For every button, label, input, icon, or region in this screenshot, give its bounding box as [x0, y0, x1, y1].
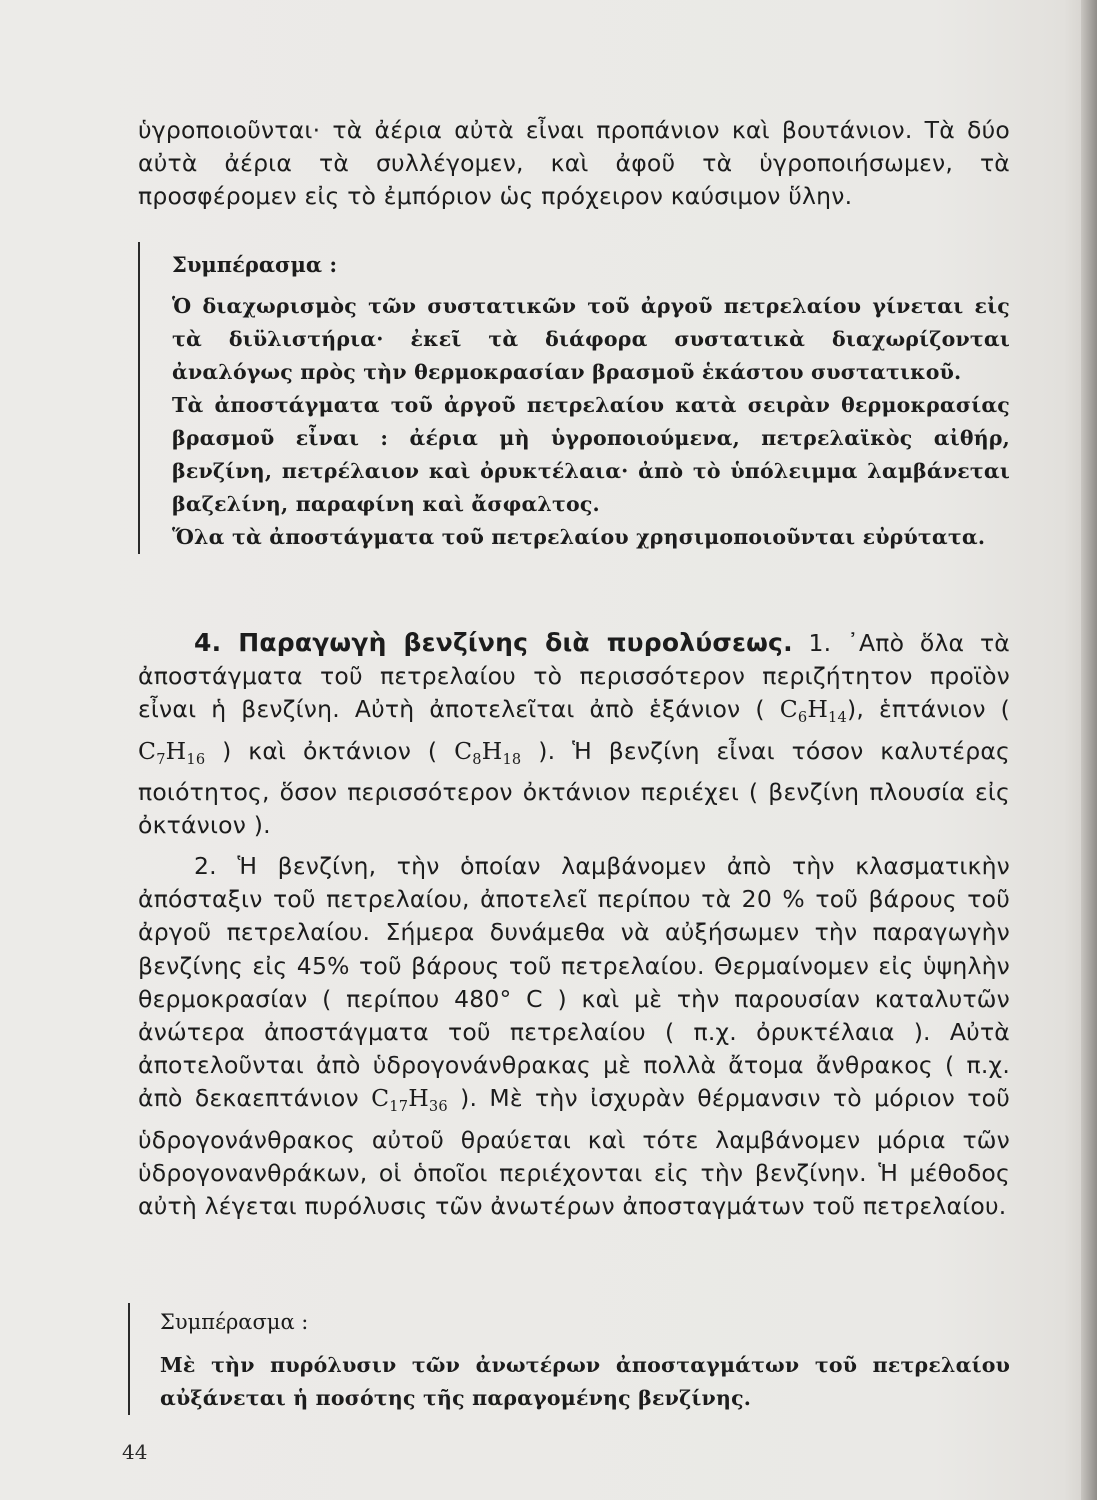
conclusion-box-2	[128, 1303, 1010, 1415]
intro-paragraph: ὑγροποιοῦνται· τὰ ἀέρια αὐτὰ εἶναι προπάνιον καὶ βουτάνιον. Τὰ δύο αὐτὰ ἀέρια τὰ συλλέγομεν, καὶ ἀφοῦ τὰ ὑγροποιήσωμεν, τὰ προσφέρομεν εἰς τὸ ἐμπόριον ὡς πρόχειρον καύσιμον ὕλην.	[138, 116, 1010, 211]
p2-tail: ). Μὲ τὴν ἰσχυρὰν θέρμανσιν τὸ μόριον τοῦ ὑδρογονάνθρακος αὐτοῦ θραύεται καὶ τότε λαμβάνομεν μόρια τῶν ὑδρογονανθράκων, οἱ ὁποῖοι περιέχονται εἰς τὴν βενζίνην. Ἡ μέθοδος αὐτὴ λέγεται πυρόλυσις τῶν ἀνωτέρων ἀποσταγμάτων τοῦ πετρελαίου.	[138, 1084, 1011, 1221]
formula-heptadecane: $C_{17}H_{36}$	[371, 1084, 448, 1116]
p1-mid-1: ), ἑπτάνιον (	[846, 695, 1010, 724]
p1-tail: ). Ἡ βενζίνη εἶναι τόσον καλυτέρας ποιότητος, ὅσον περισσότερον ὀκτάνιον περιέχει ( βενζίνη πλουσία εἰς ὀκτάνιον ).	[138, 736, 1011, 840]
section-4	[138, 626, 1010, 842]
formula-heptane: $C_7H_{16}$	[138, 736, 206, 768]
formula-octane: $C_8H_{18}$	[454, 736, 522, 768]
conclusion-2-body: Μὲ τὴν πυρόλυσιν τῶν ἀνωτέρων ἀποσταγμάτων τοῦ πετρελαίου αὐξάνεται ἡ ποσότης τῆς παραγομένης βενζίνης.	[160, 1353, 1010, 1410]
page-binding-edge	[1081, 0, 1097, 1500]
p1-lead: 1. ᾿Απὸ ὅλα τὰ ἀποστάγματα τοῦ πετρελαίου τὸ περισσότερον περιζήτητον προϊὸν εἶναι ἡ βενζίνη. Αὐτὴ ἀποτελεῖται ἀπὸ ἑξάνιον (	[138, 629, 1010, 724]
conclusion-box-1	[138, 242, 1010, 554]
formula-hexane: $C_6H_{14}$	[779, 695, 847, 727]
p2-lead: 2. Ἡ βενζίνη, τὴν ὁποίαν λαμβάνομεν ἀπὸ τὴν κλασματικὴν ἀπόσταξιν τοῦ πετρελαίου, ἀποτελεῖ περίπου τὰ 20 % τοῦ βάρους τοῦ ἀργοῦ πετρελαίου. Σήμερα δυνάμεθα νὰ αὐξήσωμεν τὴν παραγωγὴν βενζίνης εἰς 45% τοῦ βάρους τοῦ πετρελαίου. Θερμαίνομεν εἰς ὑψηλὴν θερμοκρασίαν ( περίπου 480° C ) καὶ μὲ τὴν παρουσίαν καταλυτῶν ἀνώτερα ἀποστάγματα τοῦ πετρελαίου ( π.χ. ὀρυκτέλαια ). Αὐτὰ ἀποτελοῦνται ἀπὸ ὑδρογονάνθρακας μὲ πολλὰ ἄτομα ἄνθρακος ( π.χ. ἀπὸ δεκαεπτάνιον	[138, 852, 1010, 1113]
conclusion-1-title: Συμπέρασμα :	[172, 252, 338, 277]
page-number: 44	[122, 1440, 148, 1464]
conclusion-1-paragraph-1: Ὁ διαχωρισμὸς τῶν συστατικῶν τοῦ ἀργοῦ πετρελαίου γίνεται εἰς τὰ διϋλιστήρια· ἐκεῖ τὰ διάφορα συστατικὰ διαχωρίζονται ἀναλόγως πρὸς τὴν θερμοκρασίαν βρασμοῦ ἑκάστου συστατικοῦ.	[172, 294, 1010, 384]
conclusion-2-title: Συμπέρασμα :	[160, 1310, 309, 1334]
conclusion-1-paragraph-3: Ὅλα τὰ ἀποστάγματα τοῦ πετρελαίου χρησιμοποιοῦνται εὐρύτατα.	[172, 525, 986, 549]
intro-section	[138, 114, 1010, 214]
conclusion-1-paragraph-2: Τὰ ἀποστάγματα τοῦ ἀργοῦ πετρελαίου κατὰ σειρὰν θερμοκρασίας βρασμοῦ εἶναι : ἀέρια μὴ ὑγροποιούμενα, πετρελαϊκὸς αἰθήρ, βενζίνη, πετρέλαιον καὶ ὀρυκτέλαια· ἀπὸ τὸ ὑπόλειμμα λαμβάνεται βαζελίνη, παραφίνη καὶ ἄσφαλτος.	[172, 393, 1010, 516]
section-4-paragraph-1	[138, 626, 1010, 842]
section-4-heading: 4. Παραγωγὴ βενζίνης διὰ πυρολύσεως.	[194, 628, 793, 657]
section-4-paragraph-2	[138, 850, 1010, 1223]
p1-mid-2: ) καὶ ὀκτάνιον (	[222, 736, 438, 765]
section-4-part-2	[138, 850, 1010, 1223]
